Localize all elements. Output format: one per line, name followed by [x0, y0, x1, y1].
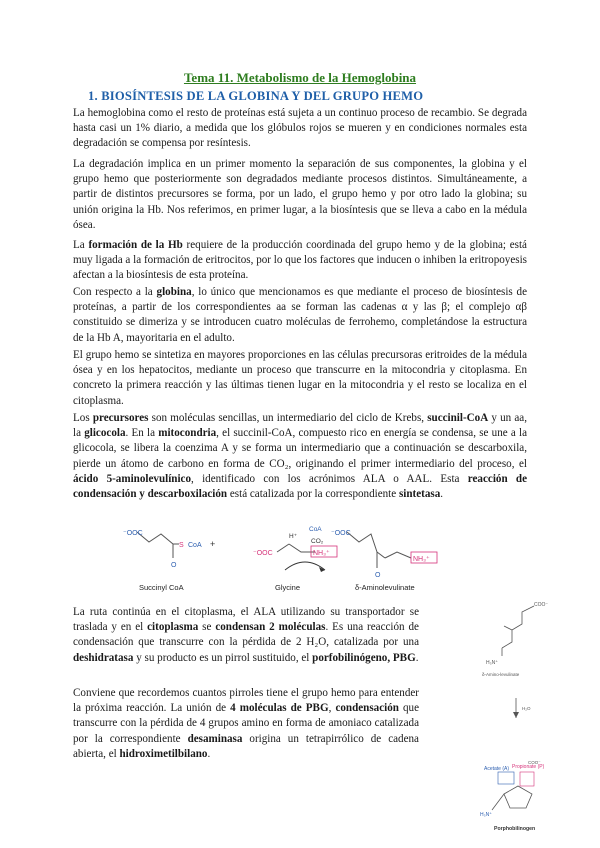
propionate-label: Propionate (P) — [512, 764, 545, 770]
reaction-arrow — [285, 562, 325, 570]
h3n-label-top: H₃N⁺ — [486, 660, 498, 666]
ala-label: δ-Aminolevulinate — [355, 583, 415, 592]
o-label-1: O — [171, 562, 177, 569]
paragraph-3: La formación de la Hb requiere de la producción coordinada del grupo hemo y de la globina; está muy ligada a la formación de eritrocitos, por lo que los factores que inducen o inhiben la eritropoyesis afectan a la biosíntesis de esta proteína. — [73, 239, 527, 282]
coa-label: CoA — [188, 542, 202, 549]
s-label: S — [179, 542, 184, 549]
paragraph-4: Con respecto a la globina, lo único que mencionamos es que mediante el proceso de biosíntesis de proteínas, a partir de los correspondientes aa se forman las cadenas α y las β; el complejo αβ constituido se dimeriza y se introducen cuatro moléculas de ferrohemo, completándose la estructura de la Hb A, mayoritaria en el adulto. — [73, 286, 527, 344]
pyrrole-ring — [504, 786, 532, 808]
nh3-label-2: NH₃⁺ — [413, 556, 430, 563]
succinyl-coa-label: Succinyl CoA — [139, 583, 184, 592]
acetate-label: Acetate (A) — [484, 766, 510, 772]
succinyl-chain — [137, 532, 179, 544]
o-label-2: O — [375, 572, 381, 579]
paragraph-6: Los precursores son moléculas sencillas, un intermediario del ciclo de Krebs, succinil-CoA y un aa, la glicocola. En la mitocondria, el succinil-CoA, compuesto rico en energía se condensa, se une a la glicocola, se libera la coenzima A y se forma un intermediario que a continuación se descarboxila, pierde un átomo de carbono en forma de CO₂, originando el primer intermediario del proceso, el ácido 5-aminolevulínico, identificado con los acrónimos ALA o AAL. Esta reacción de condensación y descarboxilación está catalizada por la correspondiente sintetasa. — [73, 412, 528, 501]
coo-label-p: COO⁻ — [528, 760, 541, 765]
coo-label-2: ⁻OOC — [253, 550, 273, 557]
pbg-synthesis-figure — [476, 598, 556, 838]
paragraph-5: El grupo hemo se sintetiza en mayores proporciones en las células precursoras eritroides de la médula ósea y en los hepatocitos, mediante un proceso que transcurre en la mitocondria y citoplasma. En concreto la primera reacción y las últimas tienen lugar en la mitocondria y el resto se localiza en el citoplasma. — [73, 349, 527, 407]
paragraph-1: La hemoglobina como el resto de proteínas está sujeta a un continuo proceso de recambio. Se degrada hasta casi un 1% diario, a medida que los glóbulos rojos se mueren y en condiciones normales esta degradación se compensa por resíntesis. — [73, 107, 527, 150]
glycine-label: Glycine — [275, 583, 301, 592]
coa-out-label: CoA — [309, 526, 322, 533]
h2o-label: H₂O — [522, 706, 531, 711]
h-plus-label: H⁺ — [289, 533, 298, 540]
coo-label-1: ⁻OOC — [123, 530, 143, 537]
down-arrow — [513, 712, 519, 718]
paragraph-7: La ruta continúa en el citoplasma, el ALA utilizando su transportador se traslada y en el citoplasma se condensan 2 moléculas. Es una reacción de condensación que transcurre con la pérdida de 2 H₂O, catalizada por una deshidratasa y su producto es un pirrol sustituido, el porfobilinógeno, PBG. — [73, 606, 419, 664]
paragraph-2: La degradación implica en un primer momento la separación de sus componentes, la globina y el grupo hemo que posteriormente son degradados mediante procesos distintos. Simultáneamente, a partir de distintos precursores se forma, por un lado, el grupo hemo y por otro lado la globina; su unión origina la Hb. Nos referimos, en primer lugar, a la biosíntesis que se lleva a cabo en la médula ósea. — [73, 158, 527, 231]
section-heading: 1. BIOSÍNTESIS DE LA GLOBINA Y DEL GRUPO HEMO — [88, 89, 424, 103]
plus-sign: + — [210, 539, 216, 549]
co2-label: CO₂ — [311, 538, 324, 545]
propionate-box — [520, 772, 534, 786]
page-title: Tema 11. Metabolismo de la Hemoglobina — [183, 70, 417, 85]
paragraph-8: Conviene que recordemos cuantos pirroles tiene el grupo hemo para entender la próxima reacción. La unión de 4 moléculas de PBG, condensación que transcurre con la pérdida de 4 grupos amino en forma de amoniaco catalizada por la correspondiente desaminasa origina un tetrapirrólico de cadena abierta, el hidroximetilbilano. — [73, 687, 420, 760]
coo-label-3: ⁻OOC — [331, 530, 351, 537]
acetate-box — [498, 772, 514, 784]
pbg-label: Porphobilinogen — [494, 826, 536, 832]
coo-label-top: COO⁻ — [534, 602, 549, 608]
ala-label-side: δ-Amino-levulinate — [482, 672, 520, 677]
nh3-label-1: NH₃⁺ — [313, 550, 330, 557]
ala-synthesis-figure — [115, 524, 455, 599]
h3n-label-bottom: H₃N⁺ — [480, 812, 492, 818]
